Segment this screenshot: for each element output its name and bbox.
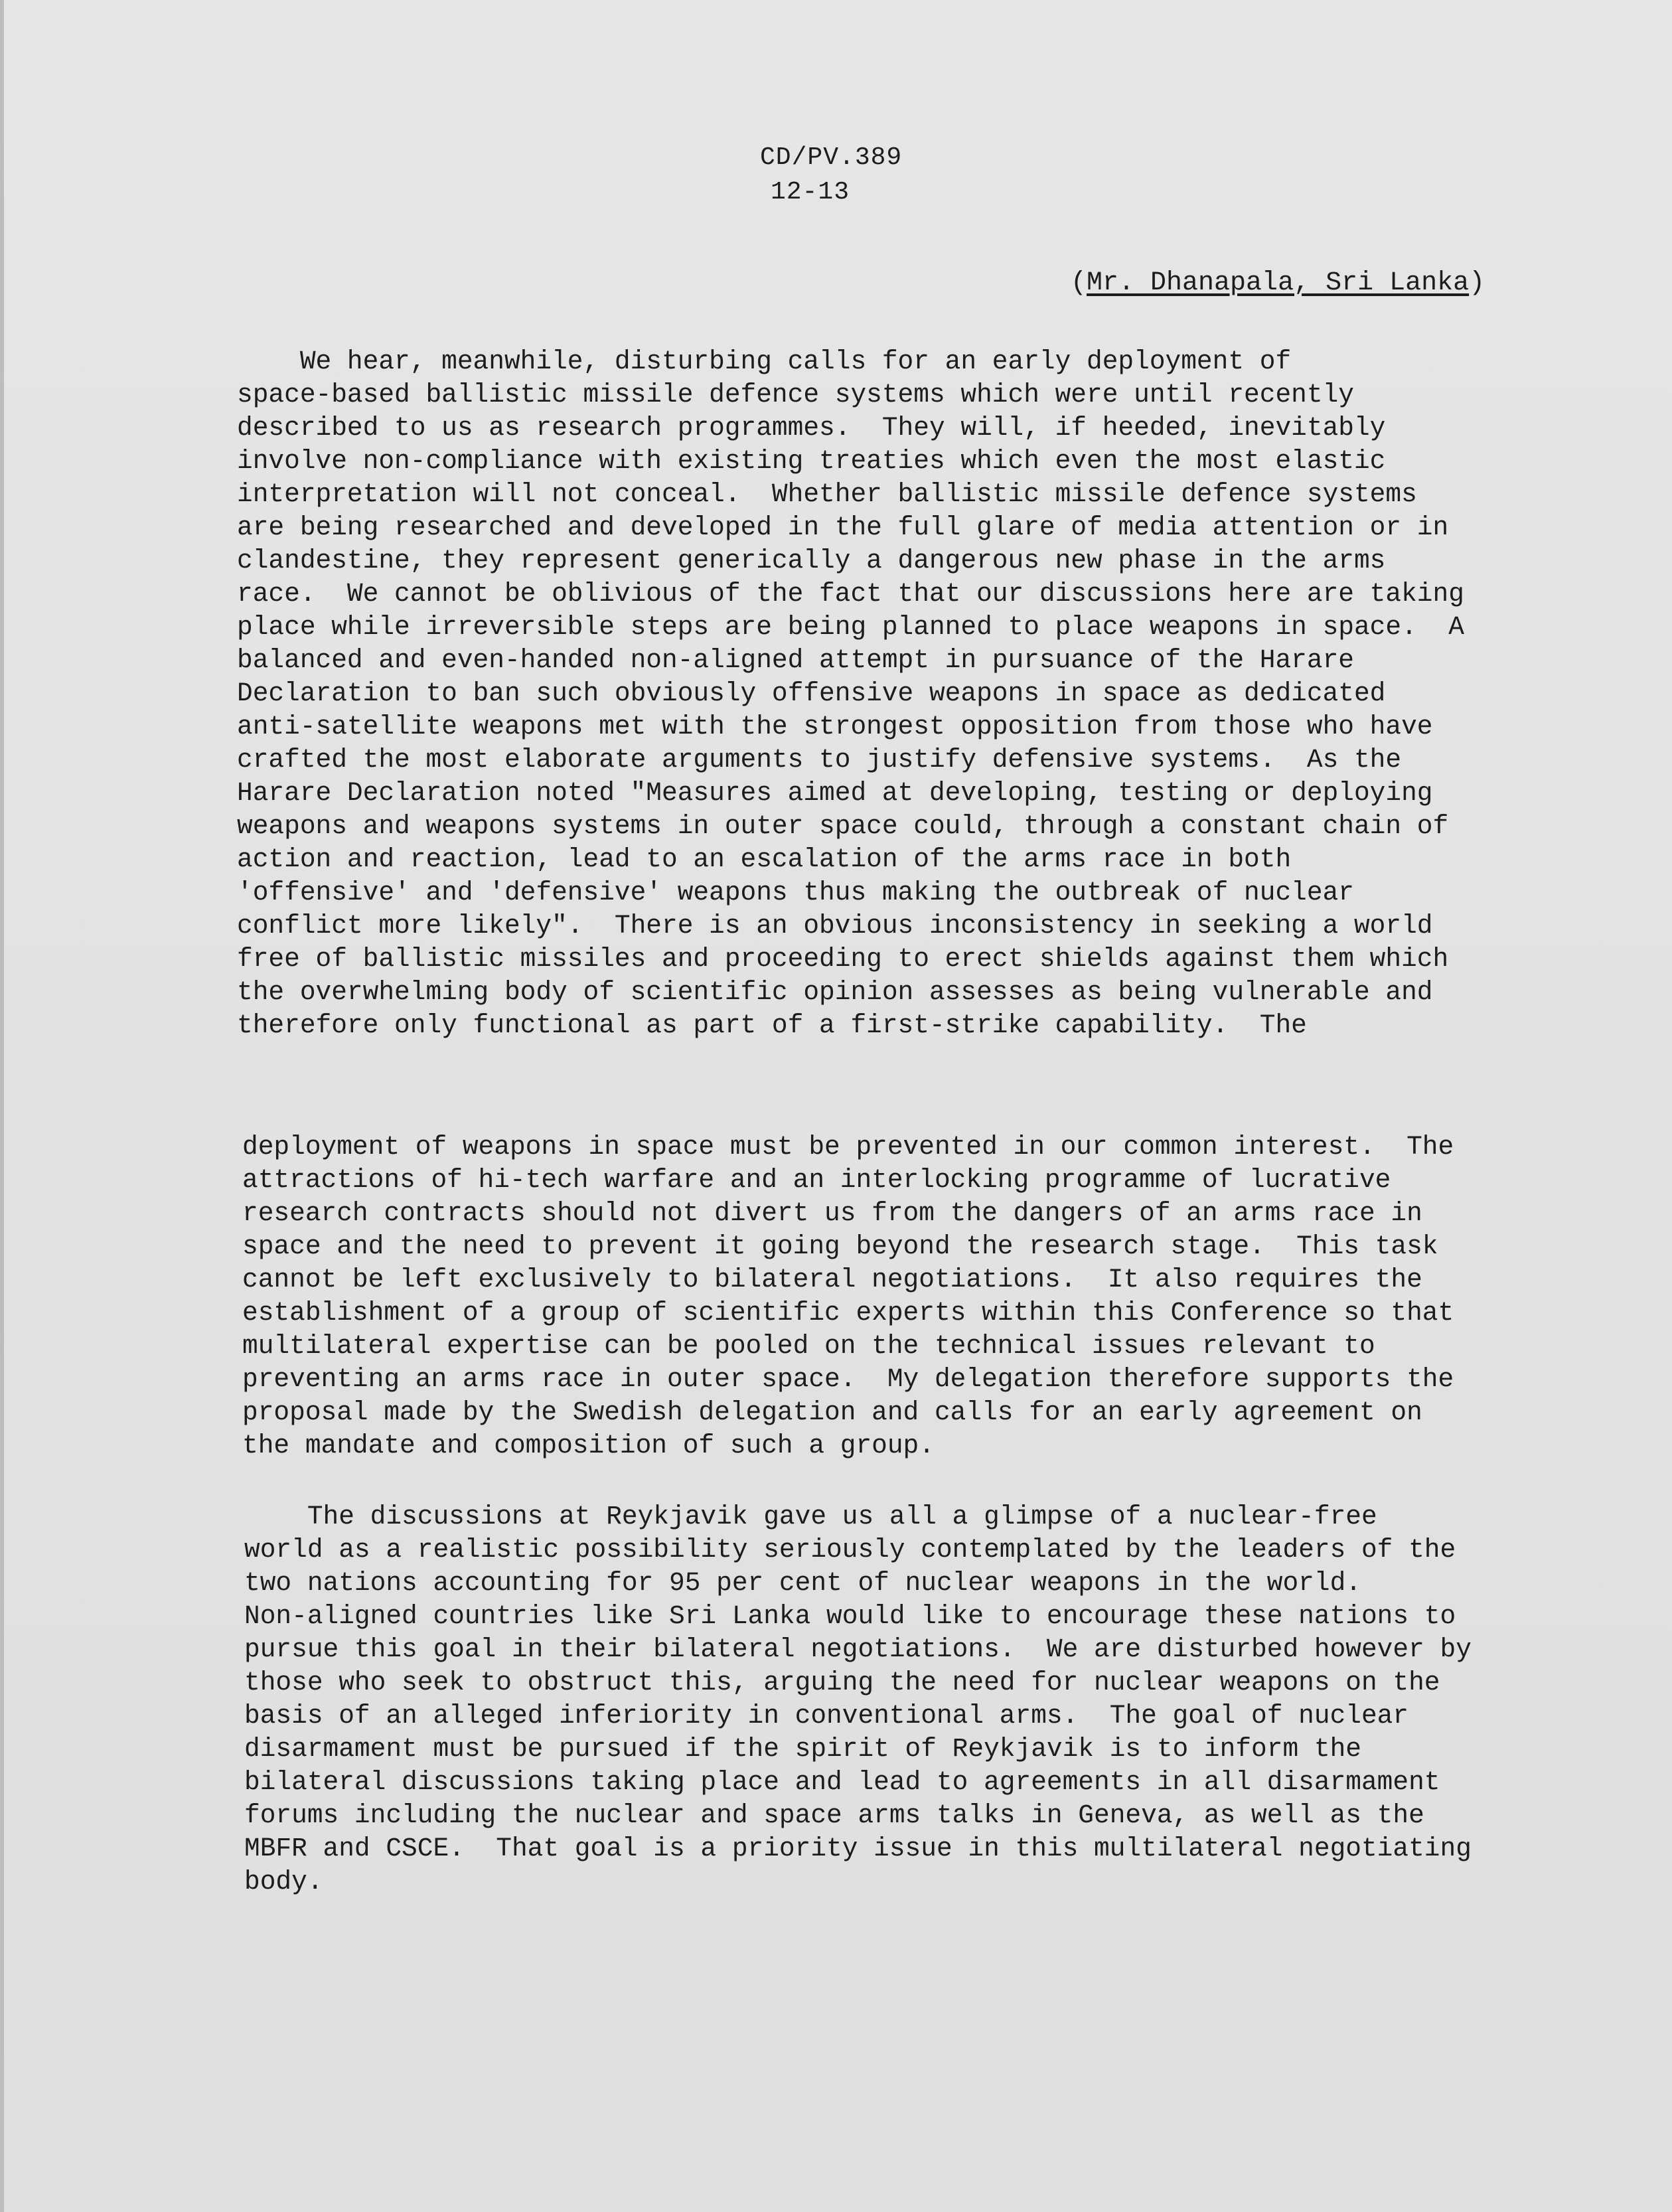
paragraph-space-deployment: deployment of weapons in space must be prevented in our common interest. The attractions of hi-tech warfare and an interlocking programme of lucrative research contracts should not divert us from the dangers of an arms race in space and the need to prevent it going beyond the research stage. This task cannot be left exclusively to bilateral negotiations. It also requires the establishment of a group of scientific experts within this Conference so that multilateral expertise can be pooled on the technical issues relevant to preventing an arms race in outer space. My delegation therefore supports the proposal made by the Swedish delegation and calls for an early agreement on the mandate and composition of such a group.	[242, 1132, 1454, 1461]
speaker-attribution	[1071, 267, 1485, 300]
paragraph-reykjavik: The discussions at Reykjavik gave us all a glimpse of a nuclear-free world as a realistic possibility seriously contemplated by the leaders of the two nations accounting for 95 per cent of nuclear weapons in the world. Non-aligned countries like Sri Lanka would like to encourage these nations to pursue this goal in their bilateral negotiations. We are disturbed however by those who seek to obstruct this, arguing the need for nuclear weapons on the basis of an alleged inferiority in conventional arms. The goal of nuclear disarmament must be pursued if the spirit of Reykjavik is to inform the bilateral discussions taking place and lead to agreements in all disarmament forums including the nuclear and space arms talks in Geneva, as well as the MBFR and CSCE. That goal is a priority issue in this multilateral negotiating body.	[244, 1502, 1472, 1897]
document-header	[760, 141, 902, 210]
speaker-name: Mr. Dhanapala, Sri Lanka	[1087, 268, 1470, 298]
document-symbol: CD/PV.389	[760, 143, 903, 172]
paragraph-space-defence: We hear, meanwhile, disturbing calls for an early deployment of space-based ballistic missile defence systems which were until recently described to us as research programmes. They will, if heeded, inevitably involve non-compliance with existing treaties which even the most elastic interpretation will not conceal. Whether ballistic missile defence systems are being researched and developed in the full glare of media attention or in clandestine, they represent generically a dangerous new phase in the arms race. We cannot be oblivious of the fact that our discussions here are taking place while irreversible steps are being planned to place weapons in space. A balanced and even-handed non-aligned attempt in pursuance of the Harare Declaration to ban such obviously offensive weapons in space as dedicated anti-satellite weapons met with the strongest opposition from those who have crafted the most elaborate arguments to justify defensive systems. As the Harare Declaration noted "Measures aimed at developing, testing or deploying weapons and weapons systems in outer space could, through a constant chain of action and reaction, lead to an escalation of the arms race in both 'offensive' and 'defensive' weapons thus making the outbreak of nuclear conflict more likely". There is an obvious inconsistency in seeking a world free of ballistic missiles and proceeding to erect shields against them which the overwhelming body of scientific opinion assesses as being vulnerable and therefore only functional as part of a first-strike capability. The	[237, 347, 1464, 1040]
speaker-close-paren: )	[1469, 268, 1485, 298]
page-range: 12-13	[771, 178, 850, 206]
page-edge-shadow	[0, 0, 4, 2212]
speaker-open-paren: (	[1071, 268, 1087, 298]
